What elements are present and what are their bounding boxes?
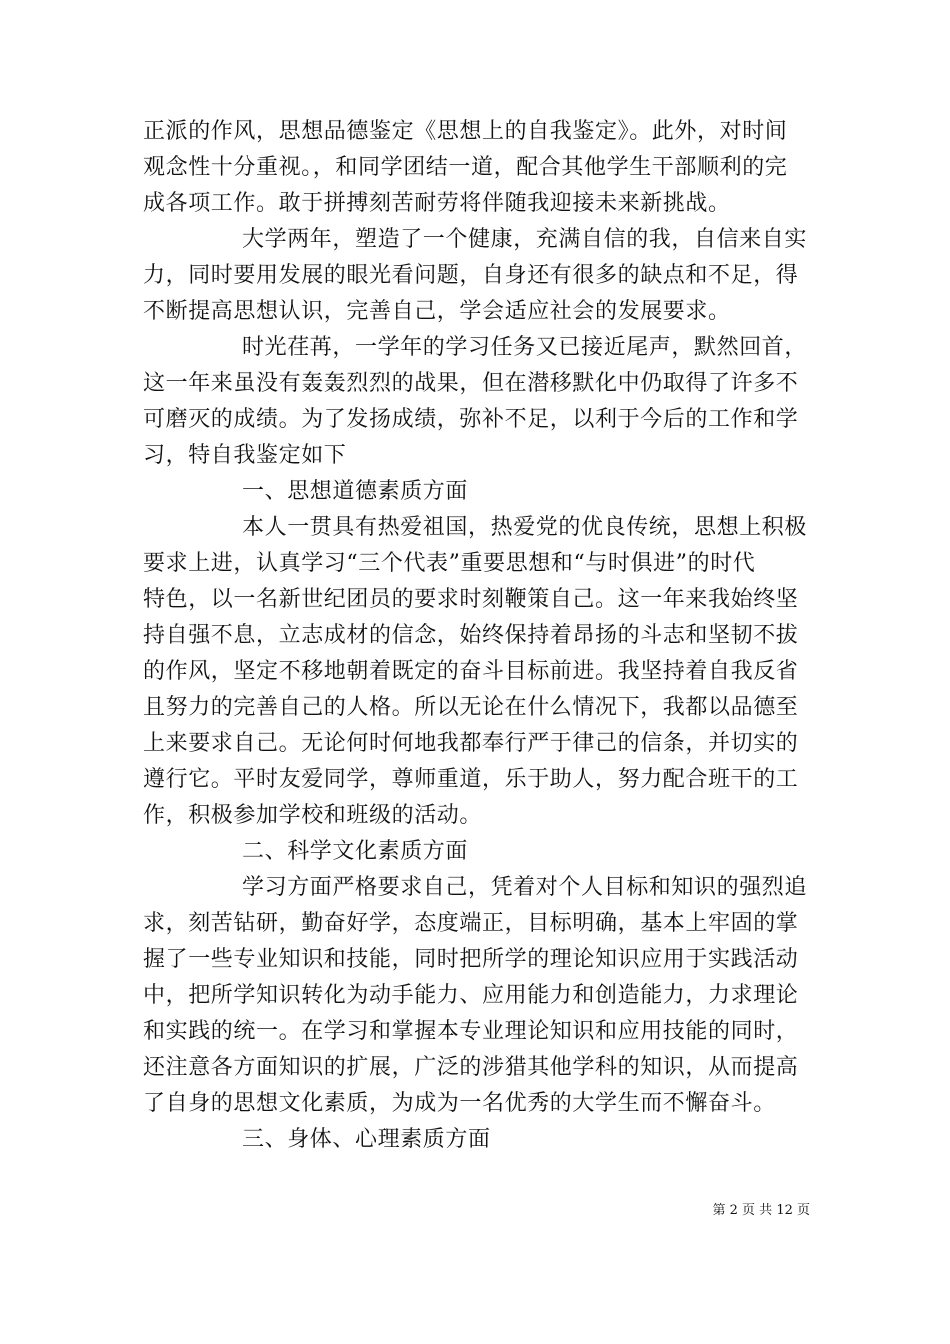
paragraph-line: 力，同时要用发展的眼光看问题，自身还有很多的缺点和不足，得 [143, 263, 799, 288]
paragraph-line: 遵行它。平时友爱同学，尊师重道，乐于助人，努力配合班干的工 [143, 767, 799, 792]
paragraph-line: 可磨灭的成绩。为了发扬成绩，弥补不足，以利于今后的工作和学 [143, 407, 799, 432]
paragraph-line: 握了一些专业知识和技能，同时把所学的理论知识应用于实践活动 [143, 947, 799, 972]
paragraph-line: 持自强不息，立志成材的信念，始终保持着昂扬的斗志和坚韧不拔 [143, 623, 799, 648]
paragraph-line: 上来要求自己。无论何时何地我都奉行严于律己的信条，并切实的 [143, 731, 799, 756]
paragraph-line: 还注意各方面知识的扩展，广泛的涉猎其他学科的知识，从而提高 [143, 1055, 799, 1080]
paragraph-line: 了自身的思想文化素质，为成为一名优秀的大学生而不懈奋斗。 [143, 1091, 776, 1116]
paragraph-line: 要求上进，认真学习“三个代表”重要思想和“与时俱进”的时代 [143, 551, 756, 576]
paragraph-line: 成各项工作。敢于拼搏刻苦耐劳将伴随我迎接未来新挑战。 [143, 191, 731, 216]
paragraph-line: 正派的作风，思想品德鉴定《思想上的自我鉴定》。此外，对时间 [143, 119, 788, 144]
page-number-footer: 第 2 页 共 12 页 [712, 1203, 810, 1218]
paragraph-first-line: 本人一贯具有热爱祖国，热爱党的优良传统，思想上积极 [242, 515, 808, 540]
paragraph-first-line: 大学两年，塑造了一个健康，充满自信的我，自信来自实 [242, 227, 808, 252]
paragraph-first-line: 时光荏苒，一学年的学习任务又已接近尾声，默然回首， [242, 335, 808, 360]
paragraph-first-line: 学习方面严格要求自己，凭着对个人目标和知识的强烈追 [242, 875, 808, 900]
paragraph-line: 习，特自我鉴定如下 [143, 443, 347, 468]
paragraph-line: 中，把所学知识转化为动手能力、应用能力和创造能力，力求理论 [143, 983, 799, 1008]
paragraph-first-line: 三、身体、心理素质方面 [242, 1127, 491, 1152]
paragraph-line: 且努力的完善自己的人格。所以无论在什么情况下，我都以品德至 [143, 695, 799, 720]
paragraph-line: 求，刻苦钻研，勤奋好学，态度端正，目标明确，基本上牢固的掌 [143, 911, 799, 936]
paragraph-first-line: 二、科学文化素质方面 [242, 839, 469, 864]
paragraph-line: 作，积极参加学校和班级的活动。 [143, 803, 483, 828]
paragraph-first-line: 一、思想道德素质方面 [242, 479, 469, 504]
document-body [143, 114, 813, 1158]
paragraph-line: 这一年来虽没有轰轰烈烈的战果，但在潜移默化中仍取得了许多不 [143, 371, 799, 396]
paragraph-line: 特色，以一名新世纪团员的要求时刻鞭策自己。这一年来我始终坚 [143, 587, 799, 612]
paragraph-line: 不断提高思想认识，完善自己，学会适应社会的发展要求。 [143, 299, 731, 324]
paragraph-line: 和实践的统一。在学习和掌握本专业理论知识和应用技能的同时， [143, 1019, 799, 1044]
paragraph-line: 观念性十分重视。，和同学团结一道，配合其他学生干部顺利的完 [143, 155, 788, 180]
paragraph-line: 的作风，坚定不移地朝着既定的奋斗目标前进。我坚持着自我反省 [143, 659, 799, 684]
